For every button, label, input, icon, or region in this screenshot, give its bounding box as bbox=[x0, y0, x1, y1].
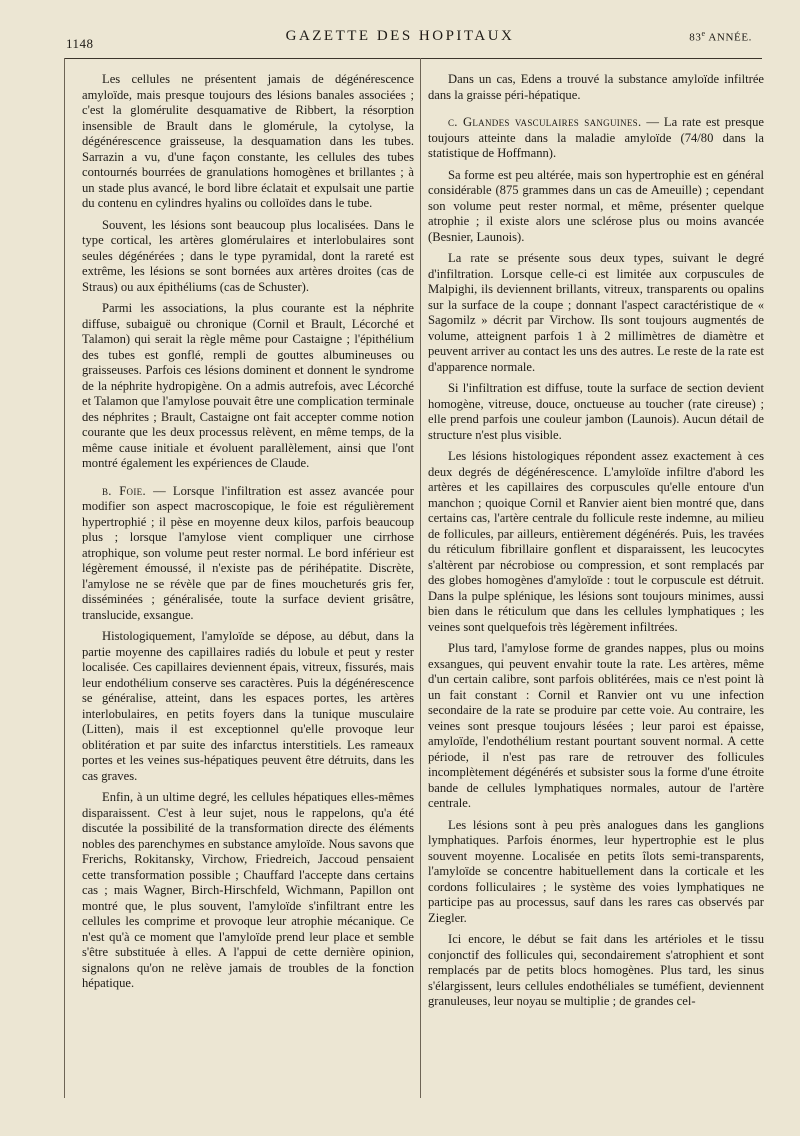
right-column bbox=[428, 72, 764, 1016]
paragraph-text: Sa forme est peu altérée, mais son hypertrophie est en général considérable (875 grammes dans un cas de Ameuille) ; cependant son volume peut rester normal, et même, présenter quelque atrophie ; il existe alors une sclérose plus ou moins avancée (Besnier, Launois). bbox=[428, 167, 764, 244]
edition-suffix: e bbox=[701, 29, 706, 38]
paragraph bbox=[428, 641, 764, 812]
edition-year bbox=[689, 29, 752, 44]
paragraph bbox=[82, 790, 414, 992]
page-header bbox=[0, 0, 800, 60]
paragraph bbox=[428, 251, 764, 375]
paragraph bbox=[428, 168, 764, 246]
paragraph bbox=[428, 115, 764, 162]
paragraph bbox=[82, 72, 414, 212]
edition-word: ANNÉE. bbox=[708, 31, 752, 44]
left-column bbox=[82, 72, 414, 998]
paragraph bbox=[428, 449, 764, 635]
paragraph bbox=[428, 381, 764, 443]
paragraph-text: Les lésions histologiques répondent assez exactement à ces deux degrés de dégénérescence. L'amyloïde infiltre d'abord les artères et les capillaires des corpuscules qu'elle entoure d'un manchon ; quoique Cornil et Ranvier aient bien montré que, dans certains cas, l'artère centrale du follicule reste indemne, au milieu de follicules, par ailleurs, entièrement dégénérés. Puis, les travées du réticulum fibrillaire gonflent et disparaissent, les leucocytes s'altèrent par nécrobiose ou compression, et sont remplacés par des globes homogènes d'amyloïde : tout le corpuscule est détruit. Dans la pulpe splénique, les lésions sont toujours minimes, aussi bien dans le réticulum que dans les cellules lymphatiques ; les veines sont quelquefois très légèrement infiltrées. bbox=[428, 449, 764, 634]
section-heading: c. Glandes vasculaires sanguines. bbox=[448, 115, 642, 129]
paragraph bbox=[82, 629, 414, 784]
paragraph-text: Dans un cas, Edens a trouvé la substance amyloïde infiltrée dans la graisse péri-hépatique. bbox=[428, 72, 764, 102]
paragraph-text: Si l'infiltration est diffuse, toute la surface de section devient homogène, vitreuse, douce, onctueuse au toucher (rate cireuse) ; elle prend parfois une couleur jambon (Launois). Aucun détail de structure n'est plus visible. bbox=[428, 381, 764, 442]
edition-number: 83 bbox=[689, 31, 702, 44]
left-margin-rule bbox=[64, 58, 65, 1098]
paragraph-text: Histologiquement, l'amyloïde se dépose, au début, dans la partie moyenne des capillaires radiés du lobule et peut y rester localisée. Ces capillaires deviennent épais, vitreux, fissurés, mais leur endothélium conserve ses caractères. Puis la dégénérescence se généralise, atteint, dans les espaces portes, les artères interlobulaires, en petits foyers dans la tunique musculaire (Litten), mais il est exceptionnel qu'elle provoque leur oblitération et par suite des infarctus interstitiels. Les rameaux portes et les veines sus-hépatiques peuvent être détruits, dans les cas graves. bbox=[82, 629, 414, 783]
journal-title: GAZETTE DES HOPITAUX bbox=[285, 28, 515, 44]
paragraph-text: — La rate est presque toujours atteinte dans la maladie amyloïde (74/80 dans la statistique de Hoffmann). bbox=[428, 115, 764, 160]
paragraph-text: Souvent, les lésions sont beaucoup plus localisées. Dans le type cortical, les artères glomérulaires et interlobulaires sont seules dégénérées ; dans le type pyramidal, dont la rareté est extrême, les lésions se sont bornées aux artères droites (cas de Straus) ou aux épithéliums (cas de Schuster). bbox=[82, 217, 414, 294]
paragraph-text: Parmi les associations, la plus courante est la néphrite diffuse, subaiguë ou chronique (Cornil et Brault, Lécorché et Talamon) qui serait la règle même pour Castaigne ; l'épithélium des tubes est gonflé, rempli de gouttes albumineuses ou graisseuses. Parfois ces lésions dominent et donnent le syndrome de la néphrite hydropigène. On a admis autrefois, avec Lécorché et Talamon que l'amylose pouvait être une complication terminale des néphrites ; Brault, Castaigne ont fait accepter comme notion courante que les deux processus relèvent, en même temps, de la même cause initiale et évoluent parallèlement, ainsi que l'ont montré également les expériences de Claude. bbox=[82, 301, 414, 470]
paragraph bbox=[82, 301, 414, 472]
paragraph-text: Plus tard, l'amylose forme de grandes nappes, plus ou moins exsangues, qui peuvent envahir toute la rate. Les artères, même d'un certain calibre, sont parfois oblitérées, mais ce n'est point là un fait constant : Cornil et Ranvier ont vu une infection secondaire de la rate se produire par cette voie. Au contraire, les veines sont presque toujours lésées ; leur paroi est épaisse, amyloïde, l'endothélium restant pourtant souvent normal. A cette période, il n'est pas rare de retrouver des follicules incomplètement dégénérés et subsister sous la forme d'une étroite bande de cellules lymphatiques normales, autour de l'artère centrale. bbox=[428, 641, 764, 810]
paragraph-text: Les cellules ne présentent jamais de dégénérescence amyloïde, mais presque toujours des lésions banales associées ; c'est la glomérulite desquamative de Ribbert, la résorption insensible de Brault dans le glomérule, la cytolyse, la dégénérescence graisseuse, la desquamation dans les tubes. Sarrazin a vu, d'une façon constante, les cellules des tubes contournés bourrées de granulations homogènes et brillantes ; à un stade plus avancé, le bord libre éclatait et expulsait une partie du contenu en cylindres hyalins ou colloïdes dans le tube. bbox=[82, 72, 414, 210]
paragraph-text: Ici encore, le début se fait dans les artérioles et le tissu conjonctif des follicules qui, secondairement s'atrophient et sont remplacés par de petits blocs homogènes. Plus tard, les sinus s'élargissent, leurs cellules endothéliales se tuméfient, deviennent granuleuses, leur noyau se multiplie ; de grandes cel- bbox=[428, 932, 764, 1008]
header-rule bbox=[64, 58, 762, 59]
paragraph bbox=[428, 932, 764, 1010]
paragraph bbox=[428, 818, 764, 927]
paragraph-text: Les lésions sont à peu près analogues dans les ganglions lymphatiques. Parfois énormes, leur hypertrophie est le plus souvent moyenne. Localisée en petits îlots semi-transparents, l'amyloïde se concentre habituellement dans la corticale et les cordons folliculaires ; le système des voies lymphatiques ne participe pas au processus, sauf dans les rares cas observés par Ziegler. bbox=[428, 817, 764, 925]
paragraph-text: La rate se présente sous deux types, suivant le degré d'infiltration. Lorsque celle-ci est limitée aux corpuscules de Malpighi, ils deviennent brillants, vitreux, transparents ou opalins sur la surface de la coupe ; donnant l'aspect caractéristique de « Sagomilz » décrit par Virchow. Ils sont toujours augmentés de volume, atteignent parfois 1 à 2 millimètres de diamètre et peuvent arriver au contact les uns des autres. Le reste de la rate est d'apparence normale. bbox=[428, 251, 764, 374]
paragraph-text: Enfin, à un ultime degré, les cellules hépatiques elles-mêmes disparaissent. C'est à leur sujet, nous le rappelons, qu'a été discutée la possibilité de la transformation directe des éléments nobles des parenchymes en substance amyloïde. Nous savons que Frerichs, Rokitansky, Virchow, Friedreich, Jaccoud pensaient cette transformation possible ; Chauffard l'accepte dans certains cas ; mais Wagner, Birch-Hirschfeld, Wichmann, Papillon ont montré que, le plus souvent, l'amyloïde s'infiltrant entre les cellules les comprime et provoque leur atrophie mécanique. Ce n'est qu'à ce moment que l'amyloïde prend leur place et semble s'être substituée à elles. A l'appui de cette dernière opinion, signalons qu'on ne relève jamais de troubles de la fonction hépatique. bbox=[82, 790, 414, 990]
section-heading: b. Foie. bbox=[102, 483, 146, 498]
paragraph bbox=[82, 218, 414, 296]
paragraph bbox=[82, 484, 414, 624]
paragraph-text: — Lorsque l'infiltration est assez avancée pour modifier son aspect macroscopique, le foie est régulièrement hypertrophié ; il pèse en moyenne deux kilos, parfois beaucoup plus ; lorsque l'amylose vient compliquer une cirrhose atrophique, son volume peut rester normal. Le bord inférieur est légèrement émoussé, il n'existe pas de périhépatite. Discrète, l'amylose ne se révèle que par de fines moucheturés gris fer, disséminées ; généralisée, toute la surface devient grisâtre, translucide, exsangue. bbox=[82, 483, 414, 622]
paragraph bbox=[428, 72, 764, 103]
column-divider bbox=[420, 58, 421, 1098]
page-number: 1148 bbox=[66, 36, 94, 51]
